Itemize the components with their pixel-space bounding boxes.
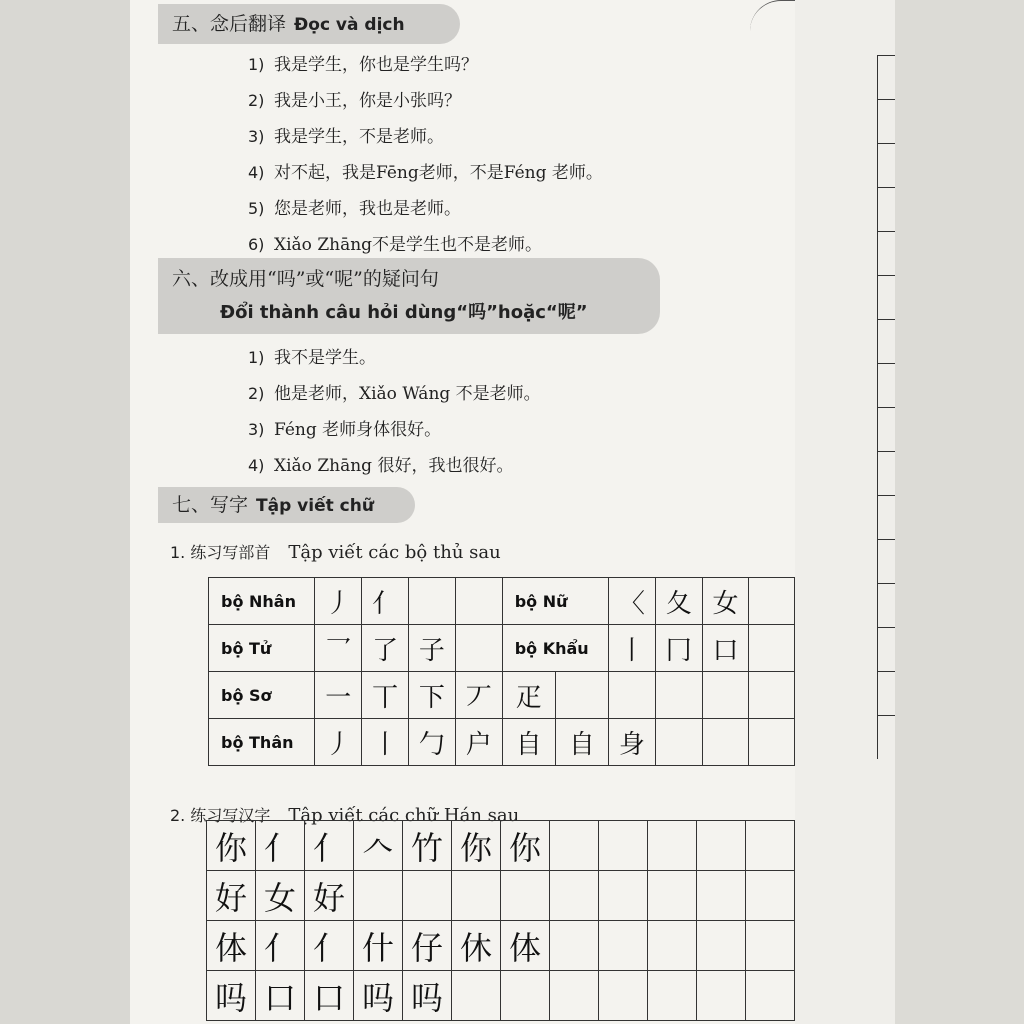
- part2-label: 2. 练习写汉字 Tập viết các chữ Hán sau: [170, 805, 520, 826]
- section6-title-vi: Đổi thành câu hỏi dùng“吗”hoặc“呢”: [220, 302, 588, 323]
- list-item: 4) Xiǎo Zhāng 很好，我也很好。: [248, 456, 514, 476]
- left-background: [0, 0, 130, 1024]
- list-item: 6) Xiǎo Zhāng不是学生也不是老师。: [248, 235, 543, 255]
- table-row: 吗 口 口 吗 吗: [207, 971, 795, 1021]
- section7-title-zh: 七、写字: [172, 494, 249, 516]
- table-row: 体 亻 亻 什 仔 休 体: [207, 921, 795, 971]
- list-item: 5) 您是老师，我也是老师。: [248, 199, 461, 219]
- facing-page-grid: [877, 55, 895, 759]
- page-curve: [750, 0, 795, 31]
- part1-label: 1. 练习写部首 Tập viết các bộ thủ sau: [170, 542, 501, 563]
- section5-header: [158, 4, 460, 44]
- table-row: bộ Tử 乛 了 子 bộ Khẩu 丨 冂 口: [209, 625, 795, 672]
- hanzi-practice-grid: [206, 820, 795, 1021]
- section5-title-vi: Đọc và dịch: [294, 15, 405, 35]
- list-item: 4) 对不起，我是Fēng老师，不是Féng 老师。: [248, 163, 603, 183]
- table-row: 好 女 好: [207, 871, 795, 921]
- list-item: 1) 我不是学生。: [248, 348, 376, 368]
- list-item: 1) 我是学生，你也是学生吗？: [248, 55, 478, 75]
- list-item: 2) 我是小王，你是小张吗？: [248, 91, 461, 111]
- textbook-page: [130, 0, 795, 1024]
- facing-page: [795, 0, 895, 1024]
- table-row: bộ Sơ 一 丅 下 丆 疋: [209, 672, 795, 719]
- section7-title-vi: Tập viết chữ: [256, 496, 374, 516]
- right-background: [895, 0, 1024, 1024]
- section6-title-zh: 六、改成用“吗”或“呢”的疑问句: [172, 268, 439, 290]
- table-row: bộ Thân 丿 丨 勹 户 自 自 身: [209, 719, 795, 766]
- table-row: 你 亻 亻 𠆢 竹 你 你: [207, 821, 795, 871]
- list-item: 2) 他是老师，Xiǎo Wáng 不是老师。: [248, 384, 541, 404]
- radicals-table: [208, 577, 795, 766]
- section5-title-zh: 五、念后翻译: [172, 13, 287, 35]
- table-row: bộ Nhân 丿 亻 bộ Nữ 〈 夂 女: [209, 578, 795, 625]
- section7-header: [158, 487, 415, 523]
- section6-header: [158, 258, 660, 334]
- list-item: 3) 我是学生，不是老师。: [248, 127, 444, 147]
- list-item: 3) Féng 老师身体很好。: [248, 420, 442, 440]
